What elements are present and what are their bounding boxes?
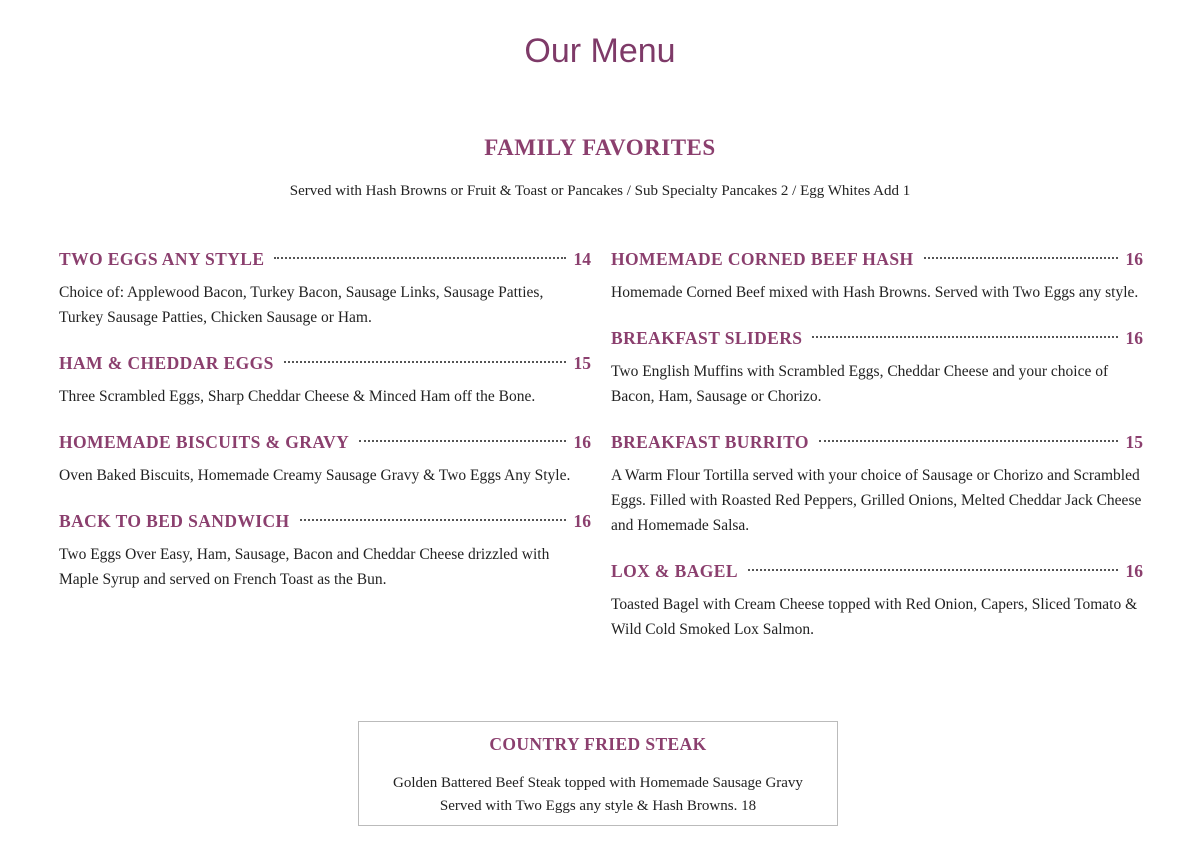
menu-item-header [59,508,591,534]
dot-leader [819,440,1118,442]
section-subtitle: Served with Hash Browns or Fruit & Toast or Pancakes / Sub Specialty Pancakes 2 / Egg Whites Add 1 [289,183,911,199]
menu-item-header [611,325,1143,351]
page-title: Our Menu [524,32,676,70]
menu-item-name: HAM & CHEDDAR EGGS [59,353,274,373]
menu-item-description: Choice of: Applewood Bacon, Turkey Bacon, Sausage Links, Sausage Patties, Turkey Sausage Patties, Chicken Sausage or Ham. [59,284,544,326]
menu-item-description: Toasted Bagel with Cream Cheese topped with Red Onion, Capers, Sliced Tomato & Wild Cold Smoked Lox Salmon. [611,596,1138,638]
menu-item [59,429,591,488]
menu-item-price: 15 [1125,432,1143,452]
menu-item-header [59,429,591,455]
menu-item [611,246,1143,305]
dot-leader [300,519,566,521]
menu-item-price: 16 [573,511,591,531]
featured-item-description [359,772,837,818]
dot-leader [812,336,1117,338]
menu-item-description: Homemade Corned Beef mixed with Hash Browns. Served with Two Eggs any style. [611,284,1139,301]
dot-leader [748,569,1118,571]
featured-item-line-2: Served with Two Eggs any style & Hash Browns. 18 [439,798,757,814]
menu-item-description: Three Scrambled Eggs, Sharp Cheddar Cheese & Minced Ham off the Bone. [59,388,536,405]
menu-item-price: 16 [1125,328,1143,348]
menu-item-header [59,246,591,272]
menu-item-name: BREAKFAST BURRITO [611,432,809,452]
menu-item-header [611,246,1143,272]
menu-column-right [611,246,1143,662]
menu-item-price: 16 [1125,561,1143,581]
menu-item-header [59,350,591,376]
featured-item-title: COUNTRY FRIED STEAK [489,734,707,754]
menu-item-name: LOX & BAGEL [611,561,738,581]
menu-item [611,429,1143,538]
menu-item-header [611,558,1143,584]
menu-item [59,350,591,409]
menu-item-price: 14 [573,249,591,269]
menu-item-description: A Warm Flour Tortilla served with your choice of Sausage or Chorizo and Scrambled Eggs. Filled with Roasted Red Peppers, Grilled Onions, Melted Cheddar Jack Cheese and Homemade Salsa. [611,467,1142,534]
menu-item [59,246,591,330]
menu-item-header [611,429,1143,455]
menu-column-left [59,246,591,612]
menu-item-price: 15 [573,353,591,373]
menu-item-name: TWO EGGS ANY STYLE [59,249,265,269]
menu-item [611,325,1143,409]
menu-item-name: BREAKFAST SLIDERS [611,328,803,348]
dot-leader [359,440,565,442]
menu-item [611,558,1143,642]
dot-leader [924,257,1118,259]
menu-item-name: HOMEMADE CORNED BEEF HASH [611,249,914,269]
section-title: FAMILY FAVORITES [484,135,716,160]
menu-item-price: 16 [1125,249,1143,269]
menu-item [59,508,591,592]
menu-item-description: Two Eggs Over Easy, Ham, Sausage, Bacon and Cheddar Cheese drizzled with Maple Syrup and served on French Toast as the Bun. [59,546,550,588]
menu-item-description: Two English Muffins with Scrambled Eggs, Cheddar Cheese and your choice of Bacon, Ham, Sausage or Chorizo. [611,363,1109,405]
menu-item-name: HOMEMADE BISCUITS & GRAVY [59,432,350,452]
menu-item-description: Oven Baked Biscuits, Homemade Creamy Sausage Gravy & Two Eggs Any Style. [59,467,571,484]
dot-leader [274,257,565,259]
menu-item-name: BACK TO BED SANDWICH [59,511,290,531]
featured-item-box [358,721,838,826]
dot-leader [284,361,566,363]
menu-item-price: 16 [573,432,591,452]
featured-item-line-1: Golden Battered Beef Steak topped with Homemade Sausage Gravy [393,775,803,791]
